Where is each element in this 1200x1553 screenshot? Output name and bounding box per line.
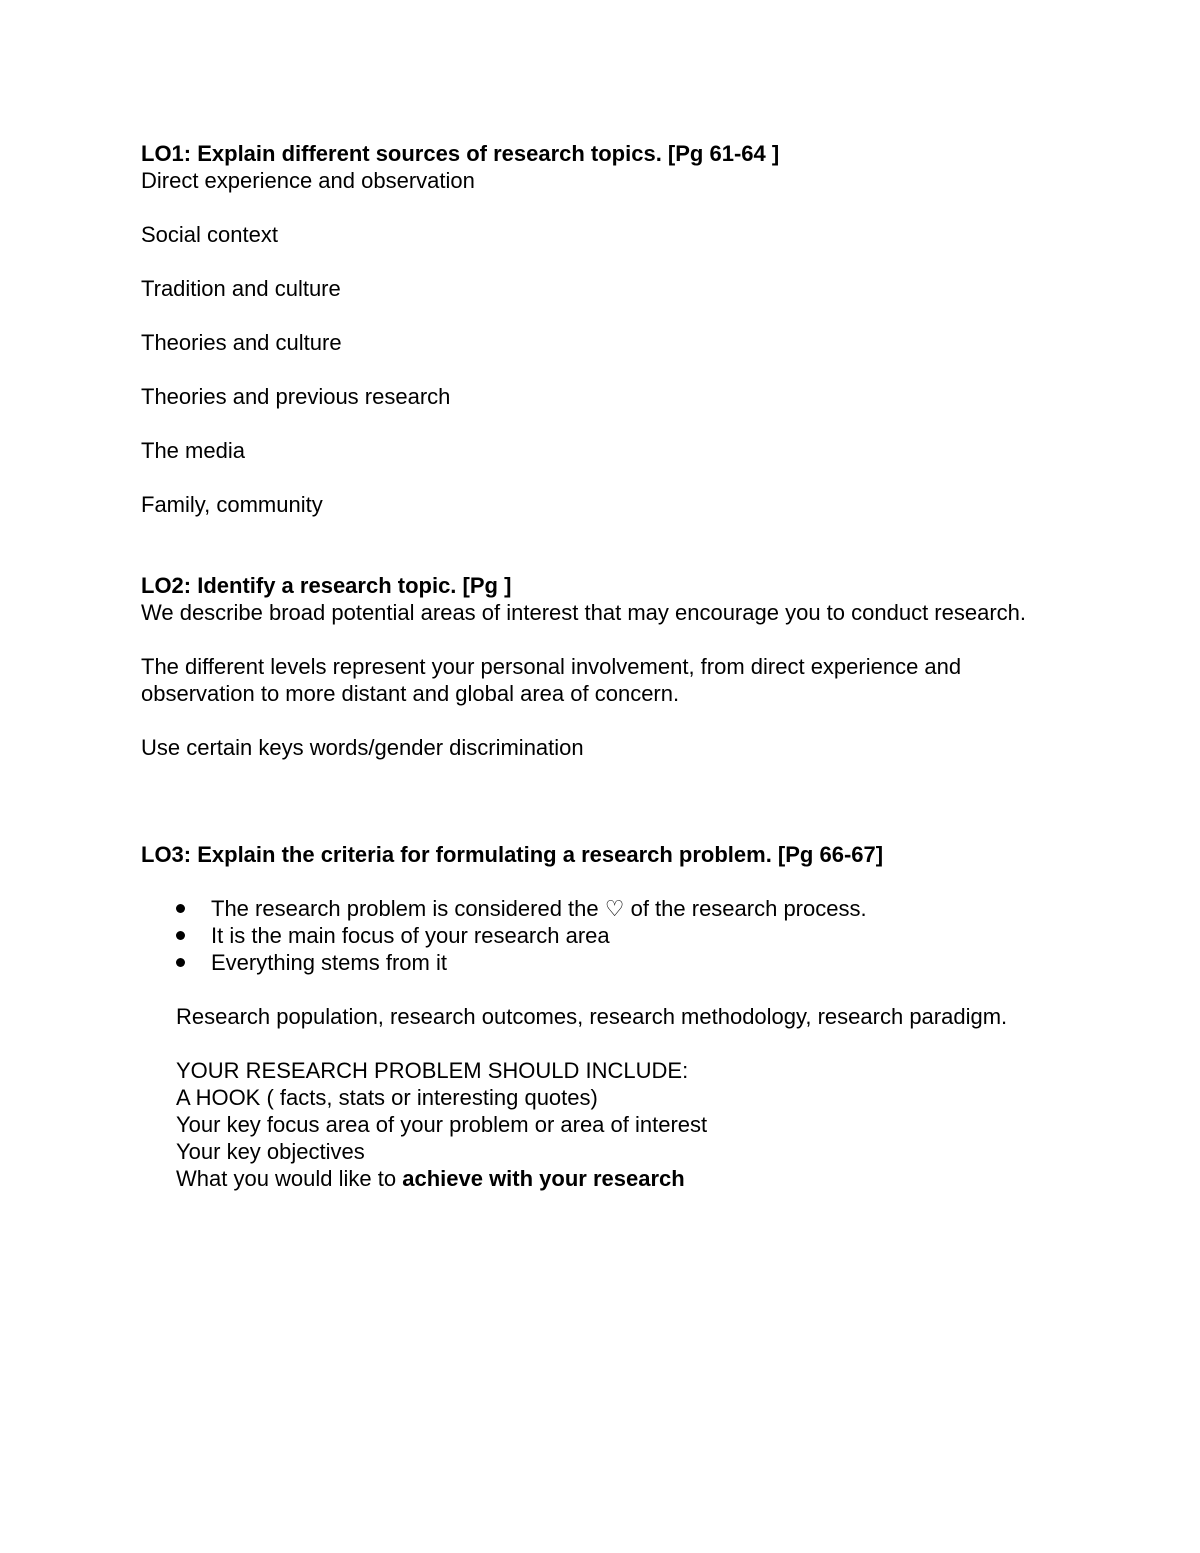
bullet-icon [176,931,185,940]
lo2-heading: LO2: Identify a research topic. [Pg ] [141,573,512,598]
lo3-include-item: Your key objectives [176,1139,365,1164]
lo1-item: The media [141,438,245,463]
lo3-include-item: Your key focus area of your problem or area of interest [176,1112,708,1137]
lo2-paragraph: Use certain keys words/gender discrimination [141,735,584,760]
last-line-prefix: What you would like to [176,1166,403,1191]
last-line-bold: achieve with your research [402,1166,685,1191]
bullet-icon [176,904,185,913]
lo1-item: Theories and culture [141,330,342,355]
lo1-item: Tradition and culture [141,276,341,301]
lo3-paragraph: Research population, research outcomes, research methodology, research paradigm. [176,1004,1008,1029]
lo1-item: Social context [141,222,278,247]
lo1-heading: LO1: Explain different sources of research topics. [Pg 61-64 ] [141,141,780,166]
lo1-item: Family, community [141,492,323,517]
document-page [141,140,1041,1192]
list-item: It is the main focus of your research area [141,922,1041,949]
lo3-indented-block [141,1003,1041,1192]
lo1-item: Direct experience and observation [141,168,475,193]
list-item: The research problem is considered the ♡ of the research process. [141,895,1041,922]
list-item: Everything stems from it [141,949,1041,976]
lo3-heading: LO3: Explain the criteria for formulating a research problem. [Pg 66-67] [141,842,884,867]
lo3-bullet-list [141,895,1041,976]
bullet-icon [176,958,185,967]
lo3-last-line [176,1165,1041,1192]
lo1-item: Theories and previous research [141,384,451,409]
lo3-include-title: YOUR RESEARCH PROBLEM SHOULD INCLUDE: [176,1058,689,1083]
lo2-paragraph: The different levels represent your personal involvement, from direct experience and observation to more distant and global area of concern. [141,654,962,706]
lo3-include-item: A HOOK ( facts, stats or interesting quotes) [176,1085,598,1110]
lo2-paragraph: We describe broad potential areas of interest that may encourage you to conduct research. [141,600,1026,625]
